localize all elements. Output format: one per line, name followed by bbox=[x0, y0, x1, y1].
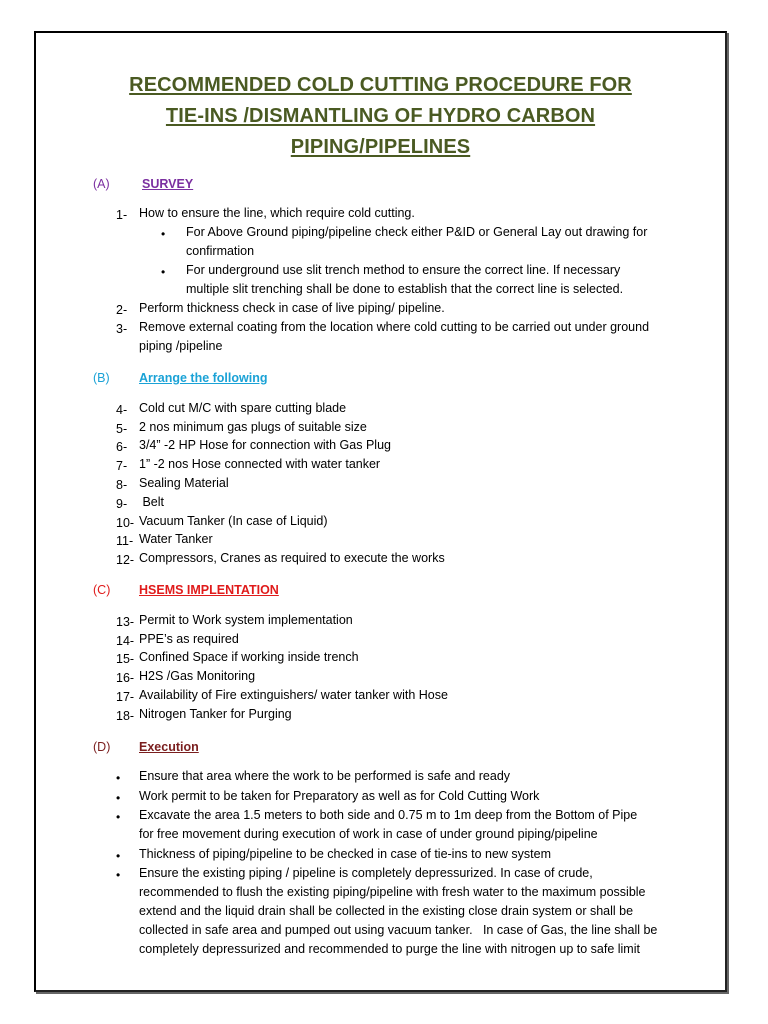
execution-bullet-3-line-2: for free movement during execution of work in case of under ground piping/pipeline bbox=[139, 827, 598, 841]
item-number-14: 14- bbox=[116, 634, 135, 648]
sub-bullet-1-line-2: confirmation bbox=[186, 244, 255, 258]
item-number-7: 7- bbox=[116, 459, 128, 473]
sub-bullet-1-line-1: For Above Ground piping/pipeline check either P&ID or General Lay out drawing for bbox=[186, 225, 648, 239]
item-number-15: 15- bbox=[116, 652, 135, 666]
execution-bullet-5-line-2: recommended to flush the existing piping/pipeline with fresh water to the maximum possible bbox=[139, 885, 646, 899]
section-b-letter: (B) bbox=[93, 371, 110, 385]
bullet-icon: • bbox=[161, 265, 166, 279]
item-number-16: 16- bbox=[116, 671, 135, 685]
execution-bullet-5-line-1: Ensure the existing piping / pipeline is completely depressurized. In case of crude, bbox=[139, 866, 593, 880]
item-number-2: 2- bbox=[116, 303, 128, 317]
item-number-3: 3- bbox=[116, 322, 128, 336]
item-text-10: Vacuum Tanker (In case of Liquid) bbox=[139, 514, 328, 528]
item-text-18: Nitrogen Tanker for Purging bbox=[139, 707, 292, 721]
item-number-18: 18- bbox=[116, 709, 135, 723]
bullet-icon: • bbox=[116, 771, 121, 785]
execution-bullet-3-line-1: Excavate the area 1.5 meters to both side and 0.75 m to 1m deep from the Bottom of Pipe bbox=[139, 808, 638, 822]
section-c-title: HSEMS IMPLENTATION bbox=[139, 583, 279, 597]
item-number-11: 11- bbox=[116, 534, 134, 548]
item-text-13: Permit to Work system implementation bbox=[139, 613, 353, 627]
item-number-10: 10- bbox=[116, 516, 135, 530]
document-title-line-3: PIPING/PIPELINES bbox=[290, 136, 471, 158]
section-b-title: Arrange the following bbox=[139, 371, 268, 385]
item-number-5: 5- bbox=[116, 422, 128, 436]
section-c-letter: (C) bbox=[93, 583, 111, 597]
item-number-6: 6- bbox=[116, 440, 128, 454]
item-number-12: 12- bbox=[116, 553, 135, 567]
bullet-icon: • bbox=[116, 868, 121, 882]
item-number-9: 9- bbox=[116, 497, 128, 511]
section-a-title: SURVEY bbox=[142, 177, 194, 191]
item-text-15: Confined Space if working inside trench bbox=[139, 650, 359, 664]
section-a-letter: (A) bbox=[93, 177, 110, 191]
item-number-4: 4- bbox=[116, 403, 128, 417]
bullet-icon: • bbox=[116, 810, 121, 824]
item-text-16: H2S /Gas Monitoring bbox=[139, 669, 256, 683]
sub-bullet-2-line-2: multiple slit trenching shall be done to establish that the correct line is selected. bbox=[186, 282, 624, 296]
item-text-12: Compressors, Cranes as required to execute the works bbox=[139, 551, 445, 565]
section-d-letter: (D) bbox=[93, 740, 111, 754]
item-text-11: Water Tanker bbox=[139, 532, 213, 546]
item-text-3-line-1: Remove external coating from the location where cold cutting to be carried out under ground bbox=[139, 320, 650, 334]
bullet-icon: • bbox=[161, 227, 166, 241]
item-number-1: 1- bbox=[116, 208, 128, 222]
bullet-icon: • bbox=[116, 791, 121, 805]
execution-bullet-5-line-4: collected in safe area and pumped out using vacuum tanker. In case of Gas, the line shall be bbox=[139, 923, 658, 937]
item-text-8: Sealing Material bbox=[139, 476, 229, 490]
sub-bullet-2-line-1: For underground use slit trench method to ensure the correct line. If necessary bbox=[186, 263, 621, 277]
item-number-8: 8- bbox=[116, 478, 128, 492]
item-text-4: Cold cut M/C with spare cutting blade bbox=[139, 401, 347, 415]
item-text-9: Belt bbox=[139, 495, 165, 509]
item-number-13: 13- bbox=[116, 615, 135, 629]
item-text-14: PPE’s as required bbox=[139, 632, 239, 646]
item-text-1: How to ensure the line, which require cold cutting. bbox=[139, 206, 415, 220]
section-d-title: Execution bbox=[139, 740, 199, 754]
document-title-line-2: TIE-INS /DISMANTLING OF HYDRO CARBON bbox=[165, 105, 596, 127]
execution-bullet-5-line-5: completely depressurized and recommended to purge the line with nitrogen up to safe limit bbox=[139, 942, 640, 956]
item-text-17: Availability of Fire extinguishers/ water tanker with Hose bbox=[139, 688, 448, 702]
document-title-line-1: RECOMMENDED COLD CUTTING PROCEDURE FOR bbox=[129, 74, 632, 96]
item-number-17: 17- bbox=[116, 690, 135, 704]
execution-bullet-1: Ensure that area where the work to be performed is safe and ready bbox=[139, 769, 511, 783]
item-text-3-line-2: piping /pipeline bbox=[139, 339, 223, 353]
item-text-5: 2 nos minimum gas plugs of suitable size bbox=[139, 420, 367, 434]
item-text-2: Perform thickness check in case of live piping/ pipeline. bbox=[139, 301, 445, 315]
bullet-icon: • bbox=[116, 849, 121, 863]
execution-bullet-2: Work permit to be taken for Preparatory as well as for Cold Cutting Work bbox=[139, 789, 540, 803]
execution-bullet-4: Thickness of piping/pipeline to be checked in case of tie-ins to new system bbox=[139, 847, 552, 861]
item-text-7: 1” -2 nos Hose connected with water tanker bbox=[139, 457, 381, 471]
item-text-6: 3/4” -2 HP Hose for connection with Gas Plug bbox=[139, 438, 391, 452]
execution-bullet-5-line-3: extend and the liquid drain shall be collected in the existing close drain system or shall be bbox=[139, 904, 634, 918]
